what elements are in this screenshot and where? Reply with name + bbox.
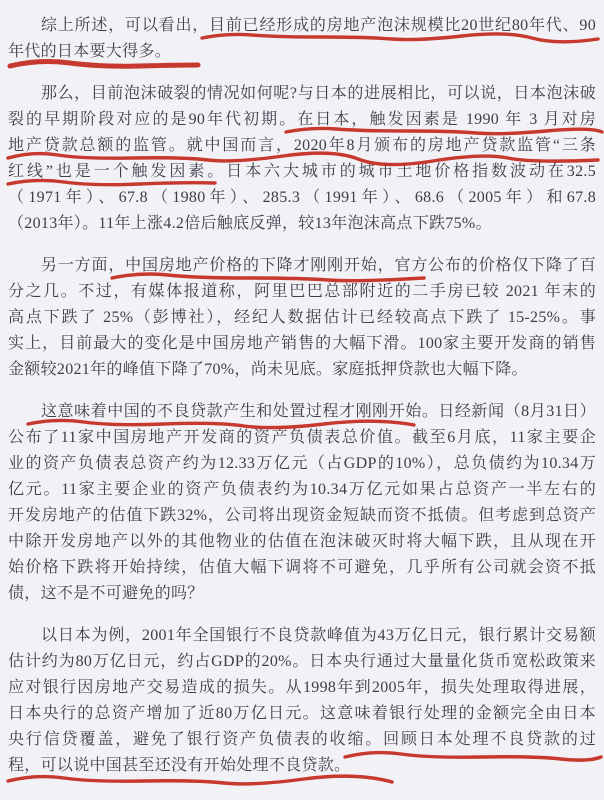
text-line: 实上，目前最大的变化是中国房地产销售的大幅下滑。100家主要开发商的销售	[8, 335, 596, 352]
text-line: 日本央行的总资产增加了近80万亿日元。这意味着银行处理的金额完全由日本	[8, 705, 596, 722]
paragraph	[8, 399, 596, 607]
text-line: 估计约为80万亿日元，约占GDP的20%。日本央行通过大量量化货币宽松政策来	[8, 653, 596, 670]
text-line: 应对银行因房地产交易造成的损失。从1998年到2005年，损失处理取得进展，	[8, 679, 596, 696]
text-line: 债，这不是不可避免的吗？	[8, 585, 204, 602]
text-line: 那么，目前泡沫破裂的情况如何呢?与日本的进展相比，可以说，日本泡沫破	[41, 85, 596, 102]
text-line: 红线”也是一个触发因素。日本六大城市的城市土地价格指数波动在32.5	[8, 163, 596, 180]
text-line: 程，可以说中国甚至还没有开始处理不良贷款。	[8, 757, 351, 774]
document-body	[8, 13, 596, 779]
text-line: （2013年）。11年上涨4.2倍后触底反弹，较13年泡沫高点下跌75%。	[8, 215, 492, 232]
text-line: 年代的日本要大得多。	[8, 43, 172, 60]
text-line: 综上所述，可以看出，目前已经形成的房地产泡沫规模比20世纪80年代、90	[41, 17, 596, 34]
text-line: 亿元。11家主要企业的资产负债表约为10.34万亿元如果占总资产一半左右的	[8, 481, 596, 498]
text-line: 业的资产负债表总资产约为12.33万亿元（占GDP的10%），总负债约为10.34万	[8, 455, 596, 472]
text-line: 分之几。不过，有媒体报道称，阿里巴巴总部附近的二手房已较 2021 年末的	[8, 283, 596, 300]
text-line: 始价格下跌将开始持续，估值大幅下调将不可避免，几乎所有公司就会资不抵	[8, 559, 596, 576]
text-line: 这意味着中国的不良贷款产生和处置过程才刚刚开始。日经新闻（8月31日）	[41, 403, 596, 420]
text-line: 中除开发房地产以外的其他物业的估值在泡沫破灭时将大幅下跌，且从现在开	[8, 533, 596, 550]
text-line: 以日本为例，2001年全国银行不良贷款峰值为43万亿日元，银行累计交易额	[41, 627, 596, 644]
text-line: 央行信贷覆盖，避免了银行资产负债表的收缩。回顾日本处理不良贷款的过	[8, 731, 596, 748]
text-line: 另一方面，中国房地产价格的下降才刚刚开始，官方公布的价格仅下降了百	[41, 257, 596, 274]
paragraph	[8, 81, 596, 237]
text-line: 公布了11家中国房地产开发商的资产负债表总价值。截至6月底，11家主要企	[8, 429, 596, 446]
text-line: 金额较2021年的峰值下降了70%，尚未见底。家庭抵押贷款也大幅下降。	[8, 361, 528, 378]
text-line: 裂的早期阶段对应的是90年代初期。在日本，触发因素是 1990 年 3 月对房	[8, 111, 596, 128]
text-line: 高点下跌了 25%（彭博社），经纪人数据估计已经较高点下跌了 15-25%。事	[8, 309, 596, 326]
text-line: 地产贷款总额的监管。就中国而言，2020年8月颁布的房地产贷款监管“三条	[8, 137, 596, 154]
paragraph	[8, 253, 596, 383]
text-line: 开发房地产的估值下跌32%，公司将出现资金短缺而资不抵债。但考虑到总资产	[8, 507, 596, 524]
paragraph	[8, 623, 596, 779]
text-line: （1971年）、67.8（1980年）、285.3（1991年）、68.6（2005年）和67.8	[8, 189, 596, 206]
paragraph	[8, 13, 596, 65]
